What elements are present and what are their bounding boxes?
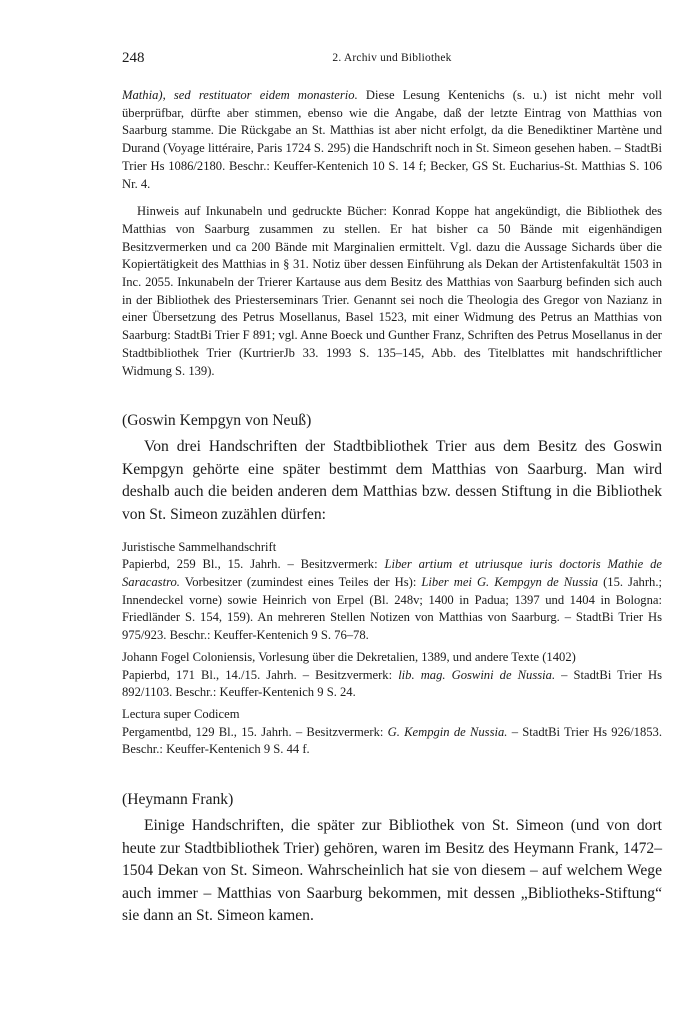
- manuscript-title: Juristische Sammelhandschrift: [122, 539, 277, 554]
- intro-text: Diese Lesung Kentenichs (s. u.) ist nicht mehr voll überprüfbar, dürfte aber stimmen, ebenso wie die Angabe, daß der letzte Eintrag von Matthias von Saarburg stamme. Die Rückgabe an St. Matthias ist aber nicht erfolgt, da die Benediktiner Martène und Durand (Voyage littéraire, Paris 1724 S. 295) die Handschrift noch in St. Simeon gesehen haben. – StadtBi Trier Hs 1086/2180. Beschr.: Keuffer-Kentenich 10 S. 14 f; Becker, GS St. Eucharius-St. Matthias S. 106 Nr. 4.: [122, 88, 662, 191]
- ms-desc-part: Vorbesitzer (zumindest eines Teiles der Hs):: [179, 575, 422, 590]
- manuscript-title: Lectura super Codicem: [122, 706, 240, 721]
- ms-desc-part: Papierbd, 259 Bl., 15. Jahrh. – Besitzvermerk:: [122, 557, 385, 572]
- ms-desc-part: – StadtBi Trier Hs 892/1103. Beschr.: Keuffer-Kentenich 9 S. 24.: [122, 667, 662, 700]
- manuscript-description: [122, 724, 662, 759]
- page-number: 248: [122, 50, 145, 66]
- section-body-heymann: Einige Handschriften, die später zur Bibliothek von St. Simeon (und von dort heute zur Stadtbibliothek Trier) gehören, waren im Besitz des Heymann Frank, 1472–1504 Dekan von St. Simeon. Wahrscheinlich hat sie von diesem – auf welchem Wege auch immer – Matthias von Saarburg bekommen, mit dessen „Bibliotheks-Stiftung“ sie dann an St. Simeon kamen.: [122, 817, 662, 925]
- manuscript-entry: [122, 539, 662, 645]
- manuscript-description: [122, 556, 662, 645]
- intro-italic-lead: Mathia), sed restituator eidem monasterio.: [122, 88, 358, 102]
- ms-ownership-note: Liber artium et utriusque iuris doctoris Mathie de Saracastro.: [122, 557, 662, 590]
- section-heading-heymann: (Heymann Frank): [122, 791, 234, 809]
- manuscript-entry: [122, 706, 662, 759]
- running-head: 2. Archiv und Bibliothek: [332, 52, 452, 64]
- section-body-goswin: Von drei Handschriften der Stadtbibliothek Trier aus dem Besitz des Goswin Kempgyn gehörte eine später bestimmt dem Matthias von Saarburg. Man wird deshalb auch die beiden anderen dem Matthias bzw. dessen Stiftung in die Bibliothek von St. Simeon zuzählen dürfen:: [122, 438, 662, 524]
- intro-paragraph: [122, 87, 662, 193]
- ms-ownership-note: G. Kempgin de Nussia.: [387, 724, 508, 739]
- ms-desc-part: (15. Jahrh.; Innendeckel vorne) sowie Heinrich von Erpel (Bl. 248v; 1400 in Padua; 1397 und 1404 in Bologna: Friedländer S. 154, 159). An mehreren Stellen Notizen von Matthias von Saarburg. – StadtBi Trier Hs 975/923. Beschr.: Keuffer-Kentenich 9 S. 76–78.: [122, 575, 662, 643]
- manuscript-description: [122, 667, 662, 702]
- hinweis-paragraph: Hinweis auf Inkunabeln und gedruckte Bücher: Konrad Koppe hat angekündigt, die Bibliothek des Matthias von Saarburg zusammen zu stellen. Er hat bisher ca 50 Bände mit eigenhändigen Besitzvermerken und ca 200 Bände mit Marginalien ermittelt. Vgl. dazu die Aussage Sichards über die Kopiertätigkeit des Matthias in § 31. Notiz über dessen Einführung als Dekan der Artistenfakultät 1503 in Inc. 2055. Inkunabeln der Trierer Kartause aus dem Besitz des Matthias von Saarburg befinden sich auch in der Bibliothek des Priesterseminars Trier. Genannt sei noch die Theologia des Gregor von Nazianz in einer Übersetzung des Petrus Mosellanus, Basel 1523, mit einer Widmung des Petrus an Matthias von Saarburg: StadtBi Trier F 891; vgl. Anne Boeck und Gunther Franz, Schriften des Petrus Mosellanus in der Stadtbibliothek Trier (KurtrierJb 33. 1993 S. 135–145, Abb. des Titelblattes mit handschriftlicher Widmung S. 139).: [122, 204, 662, 378]
- ms-ownership-note: lib. mag. Goswini de Nussia.: [398, 667, 556, 682]
- ms-ownership-note: Liber mei G. Kempgyn de Nussia: [421, 575, 599, 590]
- manuscript-list: [122, 539, 662, 759]
- manuscript-entry: [122, 649, 662, 702]
- ms-desc-part: Papierbd, 171 Bl., 14./15. Jahrh. – Besitzvermerk:: [122, 667, 399, 682]
- section-heading-goswin: (Goswin Kempgyn von Neuß): [122, 412, 312, 430]
- ms-desc-part: Pergamentbd, 129 Bl., 15. Jahrh. – Besitzvermerk:: [122, 724, 388, 739]
- ms-desc-part: – StadtBi Trier Hs 926/1853. Beschr.: Keuffer-Kentenich 9 S. 44 f.: [122, 724, 662, 757]
- page-content: [122, 87, 662, 928]
- page-header: [122, 50, 662, 70]
- manuscript-title: Johann Fogel Coloniensis, Vorlesung über die Dekretalien, 1389, und andere Texte (1402): [122, 649, 576, 664]
